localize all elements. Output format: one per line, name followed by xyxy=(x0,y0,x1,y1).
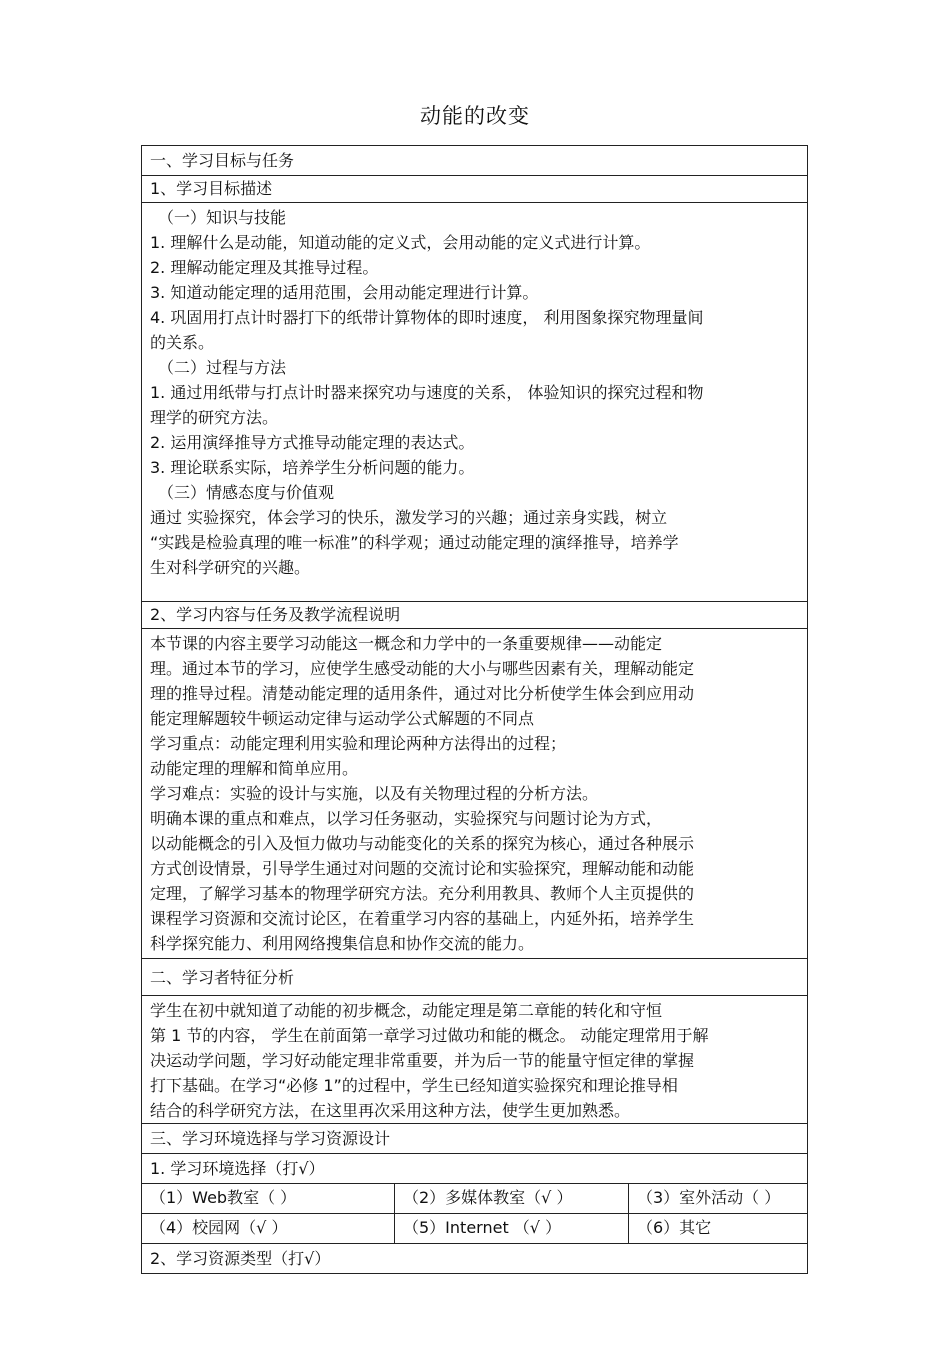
option-campus-network[interactable]: （4）校园网（√ ） xyxy=(142,1214,395,1243)
text-line: 决运动学问题，学习好动能定理非常重要，并为后一节的能量守恒定律的掌握 xyxy=(150,1051,695,1070)
learner-analysis xyxy=(142,996,807,1124)
environment-options-row-1 xyxy=(142,1184,807,1214)
text-line: 1. 通过用纸带与打点计时器来探究功与速度的关系， 体验知识的探究过程和物 xyxy=(150,383,704,402)
environment-heading-row xyxy=(142,1154,807,1184)
text-line: 1. 理解什么是动能，知道动能的定义式，会用动能的定义式进行计算。 xyxy=(150,233,651,252)
section1-heading xyxy=(142,146,807,176)
text-line: 能定理解题较牛顿运动定律与运动学公式解题的不同点 xyxy=(150,709,535,728)
text-line: 科学探究能力、利用网络搜集信息和协作交流的能力。 xyxy=(150,934,535,953)
text-line: 课程学习资源和交流讨论区，在着重学习内容的基础上，内延外拓，培养学生 xyxy=(150,909,695,928)
text-line: 3. 知道动能定理的适用范围，会用动能定理进行计算。 xyxy=(150,283,539,302)
text-line: 明确本课的重点和难点，以学习任务驱动，实验探究与问题讨论为方式， xyxy=(150,809,663,828)
text-line: 动能定理的理解和简单应用。 xyxy=(150,759,359,778)
section3-heading xyxy=(142,1124,807,1154)
text-line: 学生在初中就知道了动能的初步概念，动能定理是第二章能的转化和守恒 xyxy=(150,1001,663,1020)
option-multimedia-classroom[interactable]: （2）多媒体教室（√ ） xyxy=(395,1184,629,1213)
text-line: 2. 运用演绎推导方式推导动能定理的表达式。 xyxy=(150,433,475,452)
page-title: 动能的改变 xyxy=(420,104,530,128)
text-line: 3. 理论联系实际，培养学生分析问题的能力。 xyxy=(150,458,475,477)
text-line: （三）情感态度与价值观 xyxy=(158,483,335,502)
option-web-classroom[interactable]: （1）Web教室（ ） xyxy=(142,1184,395,1213)
text-line: 以动能概念的引入及恒力做功与动能变化的关系的探究为核心，通过各种展示 xyxy=(150,834,695,853)
subsection-heading: 1. 学习环境选择（打√） xyxy=(150,1159,325,1178)
text-line: 打下基础。在学习“必修 1”的过程中，学生已经知道实验探究和理论推导相 xyxy=(150,1076,678,1095)
lesson-plan-table xyxy=(141,145,808,1274)
section-heading: 三、学习环境选择与学习资源设计 xyxy=(150,1129,391,1148)
section-heading: 二、学习者特征分析 xyxy=(150,968,295,987)
subsection-heading: 1、学习目标描述 xyxy=(150,179,273,198)
objectives-content xyxy=(142,203,807,602)
environment-options-row-2 xyxy=(142,1214,807,1244)
text-line: 结合的科学研究方法，在这里再次采用这种方法，使学生更加熟悉。 xyxy=(150,1101,631,1120)
text-line: “实践是检验真理的唯一标准”的科学观；通过动能定理的演绎推导，培养学 xyxy=(150,533,679,552)
subsection-heading: 2、学习内容与任务及教学流程说明 xyxy=(150,605,401,624)
text-line: 理。通过本节的学习，应使学生感受动能的大小与哪些因素有关，理解动能定 xyxy=(150,659,695,678)
text-line: （一）知识与技能 xyxy=(158,208,287,227)
text-line: 理学的研究方法。 xyxy=(150,408,279,427)
content-heading-row xyxy=(142,602,807,629)
text-line: 定理，了解学习基本的物理学研究方法。充分利用教具、教师个人主页提供的 xyxy=(150,884,695,903)
text-line: 生对科学研究的兴趣。 xyxy=(150,558,311,577)
text-line: 学习难点：实验的设计与实施，以及有关物理过程的分析方法。 xyxy=(150,784,599,803)
text-line: 4. 巩固用打点计时器打下的纸带计算物体的即时速度， 利用图象探究物理量间 xyxy=(150,308,704,327)
content-description xyxy=(142,629,807,959)
section-heading: 一、学习目标与任务 xyxy=(150,151,295,170)
section2-heading xyxy=(142,959,807,996)
option-internet[interactable]: （5）Internet （√ ） xyxy=(395,1214,629,1243)
text-line: （二）过程与方法 xyxy=(158,358,287,377)
text-line: 2. 理解动能定理及其推导过程。 xyxy=(150,258,379,277)
text-line: 通过 实验探究，体会学习的快乐，激发学习的兴趣；通过亲身实践，树立 xyxy=(150,508,668,527)
text-line: 方式创设情景，引导学生通过对问题的交流讨论和实验探究，理解动能和动能 xyxy=(150,859,695,878)
text-line: 理的推导过程。清楚动能定理的适用条件，通过对比分析使学生体会到应用动 xyxy=(150,684,695,703)
resource-heading-row xyxy=(142,1244,807,1274)
objectives-heading-row xyxy=(142,176,807,203)
subsection-heading: 2、学习资源类型（打√） xyxy=(150,1249,331,1268)
text-line: 的关系。 xyxy=(150,333,215,352)
text-line: 本节课的内容主要学习动能这一概念和力学中的一条重要规律——动能定 xyxy=(150,634,663,653)
option-outdoor-activity[interactable]: （3）室外活动（ ） xyxy=(637,1188,781,1207)
text-line: 第 1 节的内容， 学生在前面第一章学习过做功和能的概念。 动能定理常用于解 xyxy=(150,1026,709,1045)
option-other[interactable]: （6）其它 xyxy=(637,1218,712,1237)
text-line: 学习重点：动能定理利用实验和理论两种方法得出的过程； xyxy=(150,734,567,753)
